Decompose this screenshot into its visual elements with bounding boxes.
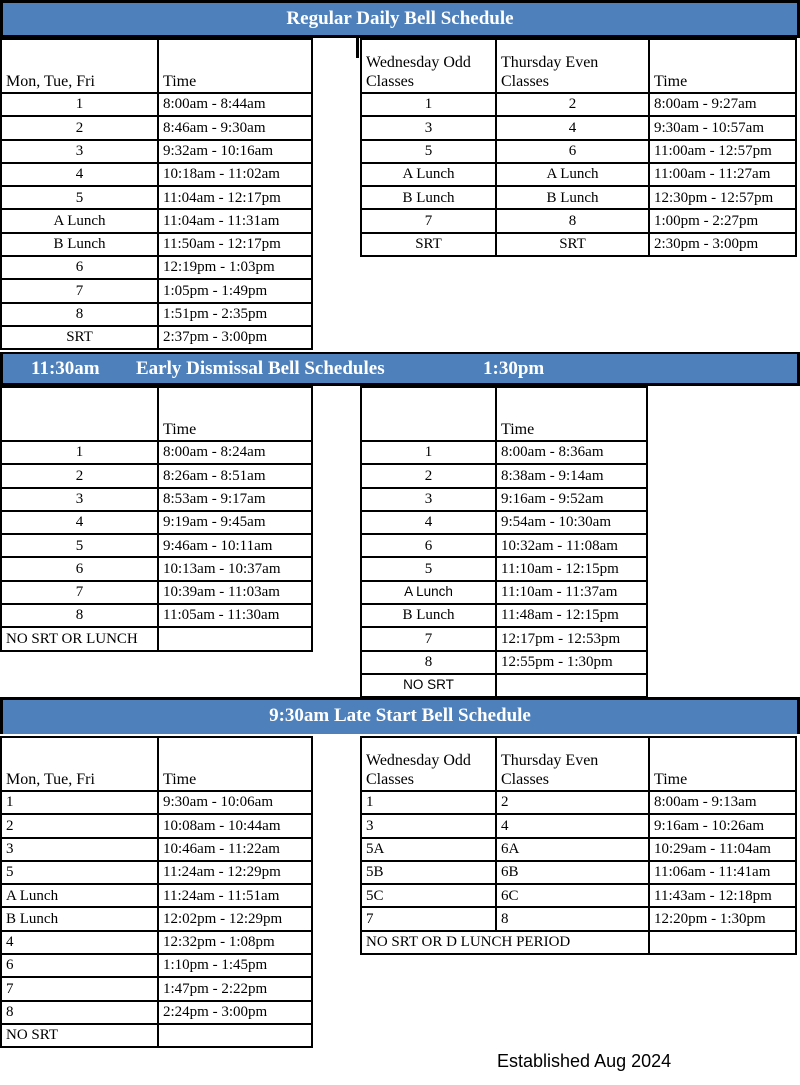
table-row: [1, 861, 312, 884]
cell: A Lunch: [361, 163, 496, 186]
header-row: [1, 387, 312, 441]
early-dismissal-right-time: 1:30pm: [483, 358, 545, 379]
cell: NO SRT OR D LUNCH PERIOD: [361, 931, 649, 954]
cell: 5: [361, 140, 496, 163]
cell: B Lunch: [1, 907, 158, 930]
cell: 12:02pm - 12:29pm: [158, 907, 312, 930]
cell: [158, 627, 312, 650]
cell: 12:30pm - 12:57pm: [649, 186, 796, 209]
table-row: [1, 326, 312, 349]
cell: A Lunch: [361, 581, 496, 604]
cell: 11:00am - 12:57pm: [649, 140, 796, 163]
cell: 1: [1, 791, 158, 814]
cell: 9:32am - 10:16am: [158, 140, 312, 163]
cell: 8:00am - 8:44am: [158, 93, 312, 116]
cell: 9:30am - 10:06am: [158, 791, 312, 814]
cell: 8: [496, 907, 649, 930]
cell: 1:51pm - 2:35pm: [158, 303, 312, 326]
cell: 5: [361, 557, 496, 580]
cell: 5: [1, 534, 158, 557]
cell: 2: [496, 93, 649, 116]
cell: 6A: [496, 838, 649, 861]
table-row: [361, 534, 647, 557]
cell: 9:16am - 9:52am: [496, 488, 647, 511]
early-dismissal-title: Early Dismissal Bell Schedules: [136, 358, 385, 379]
cell: B Lunch: [1, 233, 158, 256]
cell: 4: [1, 511, 158, 534]
column-header: Time: [649, 39, 796, 93]
header-row: [361, 737, 796, 791]
table-row: [361, 233, 796, 256]
column-header: Time: [158, 737, 312, 791]
cell: 6: [1, 256, 158, 279]
cell: 11:10am - 12:15pm: [496, 557, 647, 580]
header-row: [361, 39, 796, 93]
table-row: [1, 163, 312, 186]
cell: SRT: [361, 233, 496, 256]
cell: NO SRT: [1, 1024, 158, 1047]
early-dismissal-left-time: 11:30am: [31, 358, 100, 379]
table-row: [361, 931, 796, 954]
cell: 8: [1, 604, 158, 627]
cell: 9:16am - 10:26am: [649, 814, 796, 837]
regular-mon-tue-fri-table: [0, 38, 313, 350]
cell: 2: [1, 814, 158, 837]
cell: 12:55pm - 1:30pm: [496, 651, 647, 674]
table-row: [361, 884, 796, 907]
table-row: [361, 186, 796, 209]
cell: 1: [361, 791, 496, 814]
header-row: [1, 737, 312, 791]
cell: 12:20pm - 1:30pm: [649, 907, 796, 930]
column-header: Time: [496, 387, 647, 441]
established-date: Established Aug 2024: [497, 1051, 672, 1071]
table-row: [1, 907, 312, 930]
cell: 7: [1, 279, 158, 302]
cell: 6: [1, 557, 158, 580]
table-row: [1, 814, 312, 837]
column-header: [1, 387, 158, 441]
cell: 6C: [496, 884, 649, 907]
cell: 1: [1, 93, 158, 116]
cell: B Lunch: [361, 186, 496, 209]
table-row: [361, 441, 647, 464]
table-row: [361, 838, 796, 861]
late-start-mon-tue-fri-table: [0, 736, 313, 1048]
table-row: [1, 977, 312, 1000]
cell: 1: [1, 441, 158, 464]
late-start-title: 9:30am Late Start Bell Schedule: [269, 705, 531, 726]
cell: B Lunch: [496, 186, 649, 209]
cell: 1:00pm - 2:27pm: [649, 209, 796, 232]
cell: 12:19pm - 1:03pm: [158, 256, 312, 279]
table-row: [1, 791, 312, 814]
cell: 2: [1, 116, 158, 139]
table-row: [1, 209, 312, 232]
table-row: [1, 557, 312, 580]
table-row: [1, 441, 312, 464]
cell: 6: [361, 534, 496, 557]
cell: A Lunch: [1, 209, 158, 232]
cell: SRT: [1, 326, 158, 349]
table-row: [361, 861, 796, 884]
table-row: [361, 581, 647, 604]
cell: 1: [361, 93, 496, 116]
late-start-wed-thu-table: [360, 736, 797, 955]
table-row: [361, 511, 647, 534]
cell: 4: [1, 931, 158, 954]
table-row: [1, 93, 312, 116]
cell: 10:13am - 10:37am: [158, 557, 312, 580]
table-row: [1, 140, 312, 163]
table-row: [1, 954, 312, 977]
cell: 11:24am - 12:29pm: [158, 861, 312, 884]
regular-wed-thu-table: [360, 38, 797, 257]
regular-schedule-banner: [0, 0, 800, 38]
table-row: [1, 186, 312, 209]
table-row: [1, 464, 312, 487]
table-row: [1, 627, 312, 650]
cell: 8: [361, 651, 496, 674]
early-dismissal-1130-table: [0, 386, 313, 652]
cell: 6: [1, 954, 158, 977]
cell: 3: [1, 838, 158, 861]
early-dismissal-130-table: [360, 386, 648, 698]
cell: 12:17pm - 12:53pm: [496, 627, 647, 650]
cell: SRT: [496, 233, 649, 256]
cell: 5: [1, 186, 158, 209]
cell: 3: [1, 488, 158, 511]
cell: 2: [496, 791, 649, 814]
cell: 7: [361, 627, 496, 650]
column-header: Mon, Tue, Fri: [1, 737, 158, 791]
table-row: [361, 557, 647, 580]
table-row: [361, 604, 647, 627]
table-row: [361, 464, 647, 487]
cell: 9:46am - 10:11am: [158, 534, 312, 557]
cell: 8:53am - 9:17am: [158, 488, 312, 511]
header-row: [361, 387, 647, 441]
table-row: [1, 1024, 312, 1047]
cell: 8:00am - 8:36am: [496, 441, 647, 464]
table-row: [1, 488, 312, 511]
table-row: [1, 581, 312, 604]
cell: 10:39am - 11:03am: [158, 581, 312, 604]
table-row: [1, 604, 312, 627]
cell: B Lunch: [361, 604, 496, 627]
table-row: [361, 814, 796, 837]
table-row: [1, 116, 312, 139]
cell: 2:37pm - 3:00pm: [158, 326, 312, 349]
cell: 6: [496, 140, 649, 163]
cell: 10:46am - 11:22am: [158, 838, 312, 861]
cell: 11:06am - 11:41am: [649, 861, 796, 884]
cell: 5C: [361, 884, 496, 907]
cell: 8: [496, 209, 649, 232]
cell: 4: [496, 814, 649, 837]
cell: 3: [1, 140, 158, 163]
cell: 10:29am - 11:04am: [649, 838, 796, 861]
cell: 11:10am - 11:37am: [496, 581, 647, 604]
cell: 8:38am - 9:14am: [496, 464, 647, 487]
cell: 8:00am - 8:24am: [158, 441, 312, 464]
cell: 2: [1, 464, 158, 487]
table-row: [361, 93, 796, 116]
cell: 11:24am - 11:51am: [158, 884, 312, 907]
table-row: [1, 534, 312, 557]
table-row: [1, 303, 312, 326]
cell: 2:24pm - 3:00pm: [158, 1001, 312, 1024]
table-row: [361, 651, 647, 674]
cell: NO SRT OR LUNCH: [1, 627, 158, 650]
column-header: Thursday Even Classes: [496, 737, 649, 791]
cell: 8:46am - 9:30am: [158, 116, 312, 139]
table-row: [361, 674, 647, 697]
table-row: [361, 209, 796, 232]
cell: 11:50am - 12:17pm: [158, 233, 312, 256]
cell: 9:30am - 10:57am: [649, 116, 796, 139]
cell: 11:04am - 11:31am: [158, 209, 312, 232]
cell: NO SRT: [361, 674, 496, 697]
cell: A Lunch: [496, 163, 649, 186]
cell: 5B: [361, 861, 496, 884]
table-row: [1, 256, 312, 279]
cell: 1:10pm - 1:45pm: [158, 954, 312, 977]
late-start-banner: [0, 697, 800, 734]
table-row: [361, 907, 796, 930]
table-row: [361, 163, 796, 186]
cell: 1:47pm - 2:22pm: [158, 977, 312, 1000]
column-header: Thursday Even Classes: [496, 39, 649, 93]
cell: 2:30pm - 3:00pm: [649, 233, 796, 256]
table-row: [361, 627, 647, 650]
table-row: [1, 838, 312, 861]
cell: 3: [361, 814, 496, 837]
cell: 7: [1, 977, 158, 1000]
cell: 7: [361, 209, 496, 232]
table-row: [1, 511, 312, 534]
table-row: [1, 233, 312, 256]
cell: 9:19am - 9:45am: [158, 511, 312, 534]
table-row: [1, 931, 312, 954]
table-row: [1, 1001, 312, 1024]
table-row: [361, 488, 647, 511]
cell: 11:05am - 11:30am: [158, 604, 312, 627]
cell: A Lunch: [1, 884, 158, 907]
early-dismissal-banner: [0, 352, 800, 386]
column-header: [361, 387, 496, 441]
regular-schedule-title: Regular Daily Bell Schedule: [286, 8, 514, 29]
table-row: [361, 140, 796, 163]
cell: 8:00am - 9:27am: [649, 93, 796, 116]
cell: 3: [361, 488, 496, 511]
header-row: [1, 39, 312, 93]
cell: 12:32pm - 1:08pm: [158, 931, 312, 954]
cell: [649, 931, 796, 954]
cell: 3: [361, 116, 496, 139]
cell: 5: [1, 861, 158, 884]
table-row: [361, 791, 796, 814]
cell: 11:43am - 12:18pm: [649, 884, 796, 907]
cell: 4: [1, 163, 158, 186]
column-header: Time: [158, 387, 312, 441]
table-row: [361, 116, 796, 139]
cell: 10:32am - 11:08am: [496, 534, 647, 557]
cell: 2: [361, 464, 496, 487]
column-header: Time: [158, 39, 312, 93]
column-header: Wednesday Odd Classes: [361, 39, 496, 93]
cell: 4: [496, 116, 649, 139]
cell: 8:00am - 9:13am: [649, 791, 796, 814]
table-row: [1, 884, 312, 907]
table-row: [1, 279, 312, 302]
column-header: Wednesday Odd Classes: [361, 737, 496, 791]
cell: 1: [361, 441, 496, 464]
cell: 6B: [496, 861, 649, 884]
cell: 11:00am - 11:27am: [649, 163, 796, 186]
cell: 4: [361, 511, 496, 534]
cell: 8: [1, 1001, 158, 1024]
cell: 5A: [361, 838, 496, 861]
cell: 10:08am - 10:44am: [158, 814, 312, 837]
cell: 8: [1, 303, 158, 326]
cell: 9:54am - 10:30am: [496, 511, 647, 534]
column-header: Time: [649, 737, 796, 791]
cell: 1:05pm - 1:49pm: [158, 279, 312, 302]
cell: 11:04am - 12:17pm: [158, 186, 312, 209]
cell: 7: [361, 907, 496, 930]
cell: 8:26am - 8:51am: [158, 464, 312, 487]
cell: 11:48am - 12:15pm: [496, 604, 647, 627]
cell: [158, 1024, 312, 1047]
cell: [496, 674, 647, 697]
cell: 10:18am - 11:02am: [158, 163, 312, 186]
cell: 7: [1, 581, 158, 604]
column-header: Mon, Tue, Fri: [1, 39, 158, 93]
